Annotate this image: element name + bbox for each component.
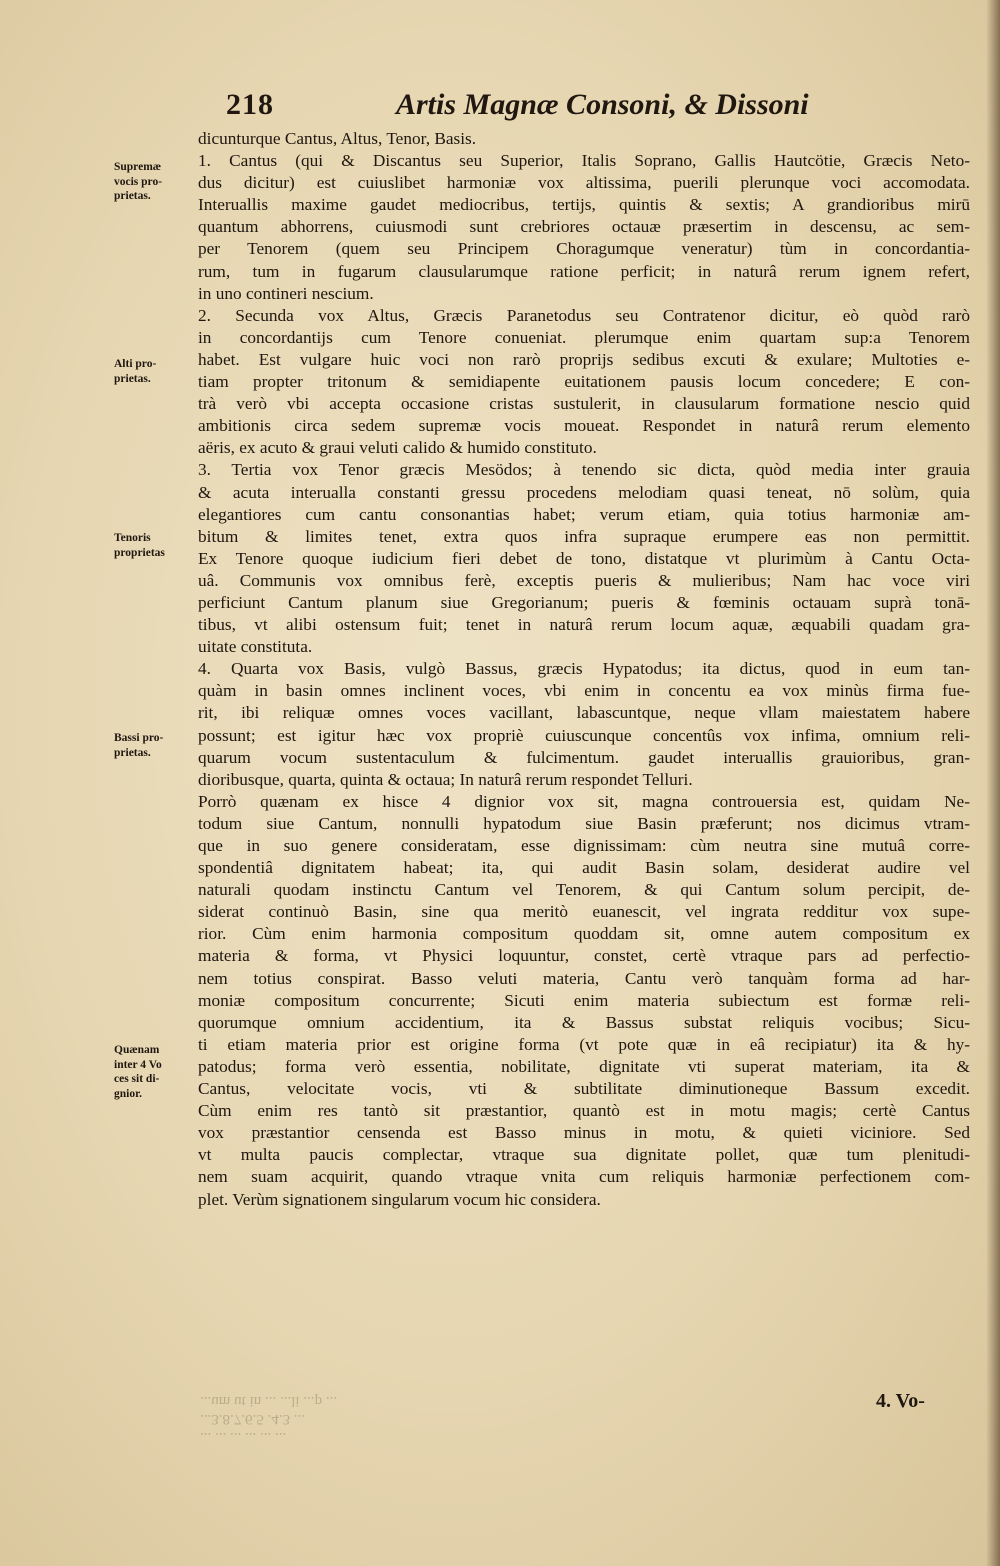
gutter-shadow bbox=[986, 0, 1000, 1566]
text-line: que in suo genere consideratam, esse dignissimam: cùm neutra sine mutuâ corre- bbox=[198, 836, 970, 855]
text-line: in concordantijs cum Tenore conueniat. plerumque enim quartam sup:a Tenorem bbox=[198, 327, 970, 347]
margin-note-line: Alti pro- bbox=[114, 358, 157, 370]
text-line: & acuta interualla constanti gressu procedens melodiam quasi teneat, nō solùm, quia bbox=[198, 482, 970, 502]
text-line: perficiunt Cantum planum siue Gregorianum; pueris & fœminis octauam suprà tonā- bbox=[198, 592, 970, 612]
bleed-through-line: ... ... ... ... ... ... bbox=[200, 1429, 287, 1445]
text-line: elegantiores cum cantu consonantias habet; verum etiam, quia totius harmoniæ am- bbox=[198, 504, 970, 524]
margin-note-dignior bbox=[114, 1043, 194, 1101]
text-line: patodus; forma verò essentia, nobilitate, dignitate vti superat materiam, ita & bbox=[198, 1056, 970, 1076]
text-line: todum siue Cantum, nonnulli hypatodum siue Basin præferunt; nos dicimus vtram- bbox=[198, 813, 970, 833]
text-line: dioribusque, quarta, quinta & octaua; In naturâ rerum respondet Telluri. bbox=[198, 769, 693, 789]
margin-note-line: proprietas bbox=[114, 546, 165, 559]
margin-note-line: Supremæ bbox=[114, 161, 162, 173]
text-line: naturali quodam instinctu Cantum vel Tenorem, & qui Cantum solum percipit, de- bbox=[198, 880, 970, 900]
margin-note-altus bbox=[114, 357, 194, 386]
text-line: ambitionis circa sedem supremæ vocis moueat. Respondet in naturâ rerum elemento bbox=[198, 416, 970, 436]
text-line: quarum vocum sustentaculum & fulcimentum. gaudet interuallis grauioribus, gran- bbox=[198, 747, 970, 767]
text-line: vt multa paucis complectar, vtraque sua dignitate pollet, quæ tum plenitudi- bbox=[198, 1145, 970, 1165]
text-line: aëris, ex acuto & graui veluti calido & humido constituto. bbox=[198, 438, 597, 458]
margin-note-tenor bbox=[114, 531, 194, 560]
text-line: spondentiâ dignitatem habeat; ita, qui audit Basin solam, desiderat audire vel bbox=[198, 858, 970, 878]
text-line: nem totius conspirat. Basso veluti materia, Cantu verò tanquàm forma ad har- bbox=[198, 968, 970, 988]
text-line: dus dicitur) est cuiuslibet harmoniæ vox altissima, puerili plerunque voci accomodata. bbox=[198, 173, 970, 193]
margin-note-line: ces sit di- bbox=[114, 1073, 160, 1085]
margin-note-line: prietas. bbox=[114, 190, 151, 202]
text-line: trà verò vbi accepta occasione cristas sustulerit, in clausularum formatione nescio quid bbox=[198, 394, 970, 414]
text-line: dicunturque Cantus, Altus, Tenor, Basis. bbox=[198, 129, 477, 148]
text-line: possunt; est igitur hæc vox propriè cuiuscunque concentûs vox infima, omnium reli- bbox=[198, 725, 970, 745]
main-text bbox=[198, 128, 970, 1211]
margin-note-line: Tenoris bbox=[114, 532, 151, 544]
text-line: habet. Est vulgare huic voci non rarò proprijs sedibus excuti & exulare; Multoties e- bbox=[198, 349, 970, 369]
margin-note-line: Quænam bbox=[114, 1044, 160, 1056]
text-line: Cùm enim res tantò sit præstantior, quantò est in motu magis; certè Cantus bbox=[198, 1101, 970, 1121]
text-line: quorumque omnium accidentium, ita & Bassus substat reliquis vocibus; Sicu- bbox=[198, 1012, 970, 1032]
margin-note-line: prietas. bbox=[114, 372, 151, 385]
bleed-through bbox=[200, 1392, 960, 1446]
margin-note-line: inter 4 Vo bbox=[114, 1058, 162, 1071]
text-line: rit, ibi reliquæ omnes voces vacillant, labascuntque, neque vllam maiestatem habere bbox=[198, 703, 970, 723]
page-number: 218 bbox=[226, 88, 274, 121]
text-line: Interuallis maxime gaudet mediocribus, tertijs, quintis & sextis; A grandioribus mirū bbox=[198, 195, 970, 215]
text-line: per Tenorem (quem seu Principem Choragumque veneratur) tùm in concordantia- bbox=[198, 239, 970, 259]
text-line: moniæ compositum concurrente; Sicuti enim materia subiectum est formæ reli- bbox=[198, 990, 970, 1010]
margin-note-line: Bassi pro- bbox=[114, 732, 164, 744]
text-line: uitate constituta. bbox=[198, 637, 313, 657]
text-line: vox præstantior censenda est Basso minus in motu, & quieti viciniore. Sed bbox=[198, 1123, 970, 1143]
catchword: 4. Vo- bbox=[876, 1390, 925, 1412]
text-line: Cantus, velocitate vocis, vti & subtilitate diminutioneque Bassum excedit. bbox=[198, 1079, 970, 1099]
text-line: siderat continuò Basin, sine qua meritò euanescit, vel ingrata redditur vox supe- bbox=[198, 902, 970, 922]
text-line: tiam propter tritonum & semidiapente euitationem pausis locum concedere; E con- bbox=[198, 372, 970, 392]
margin-note-line: prietas. bbox=[114, 746, 151, 759]
text-line: tibus, vt alibi ostensum fuit; tenet in naturâ rerum locum aquæ, æquabili quadam gra- bbox=[198, 615, 970, 635]
running-title: Artis Magnæ Consoni, & Dissoni bbox=[396, 88, 809, 121]
text-line: rum, tum in fugarum clausularumque ratione perficit; in naturâ rerum ignem refert, bbox=[198, 261, 970, 281]
text-line: 3. Tertia vox Tenor græcis Mesödos; à tenendo sic dicta, quòd media inter grauia bbox=[198, 460, 970, 480]
text-line: Ex Tenore quoque iudicium fieri debet de tono, distatque vt plurimùm à Cantu Octa- bbox=[198, 548, 970, 568]
text-line: quantum abhorrens, cuiusmodi sunt crebriores octauæ præsertim in descensu, ac sem- bbox=[198, 217, 970, 237]
text-line: uâ. Communis vox omnibus ferè, exceptis pueris & mulieribus; Nam hac voce viri bbox=[198, 570, 970, 590]
text-line: rior. Cùm enim harmonia compositum quoddam sit, omne autem compositum ex bbox=[198, 924, 970, 944]
page-header bbox=[196, 88, 809, 128]
text-line: in uno contineri nescium. bbox=[198, 283, 374, 303]
bleed-through-line: ...um ut in ... ...li ...p ... bbox=[200, 1393, 338, 1409]
text-line: ti etiam materia prior est origine forma (vt pote quæ in eâ recipiatur) ita & hy- bbox=[198, 1034, 970, 1054]
text-line: 2. Secunda vox Altus, Græcis Paranetodus seu Contratenor dicitur, eò quòd rarò bbox=[198, 305, 970, 325]
margin-note-line: vocis pro- bbox=[114, 175, 163, 188]
text-line: 4. Quarta vox Basis, vulgò Bassus, græcis Hypatodus; ita dictus, quod in eum tan- bbox=[198, 659, 970, 679]
text-line: bitum & limites tenet, extra quos infra supraque erumpere eas non permittit. bbox=[198, 526, 970, 546]
text-line: plet. Verùm signationem singularum vocum hic considera. bbox=[198, 1189, 601, 1209]
margin-note-cantus bbox=[114, 160, 194, 204]
margin-note-line: gnior. bbox=[114, 1087, 143, 1100]
text-line: nem suam acquirit, quando vtraque vnita cum reliquis harmoniæ perfectionem com- bbox=[198, 1167, 970, 1187]
text-line: quàm in basin omnes inclinent voces, vbi enim in concentu ea vox minùs firma fue- bbox=[198, 681, 970, 701]
bleed-through-line: ...3.8.7.6.5 .4.3 ... bbox=[200, 1411, 305, 1427]
text-line: Porrò quænam ex hisce 4 dignior vox sit, magna controuersia est, quidam Ne- bbox=[198, 791, 970, 811]
text-line: 1. Cantus (qui & Discantus seu Superior, Italis Soprano, Gallis Hautcötie, Græcis Neto- bbox=[198, 151, 970, 171]
text-line: materia & forma, vt Physici loquuntur, constet, certè vtraque pars ad perfectio- bbox=[198, 946, 970, 966]
margin-note-bassus bbox=[114, 731, 194, 760]
